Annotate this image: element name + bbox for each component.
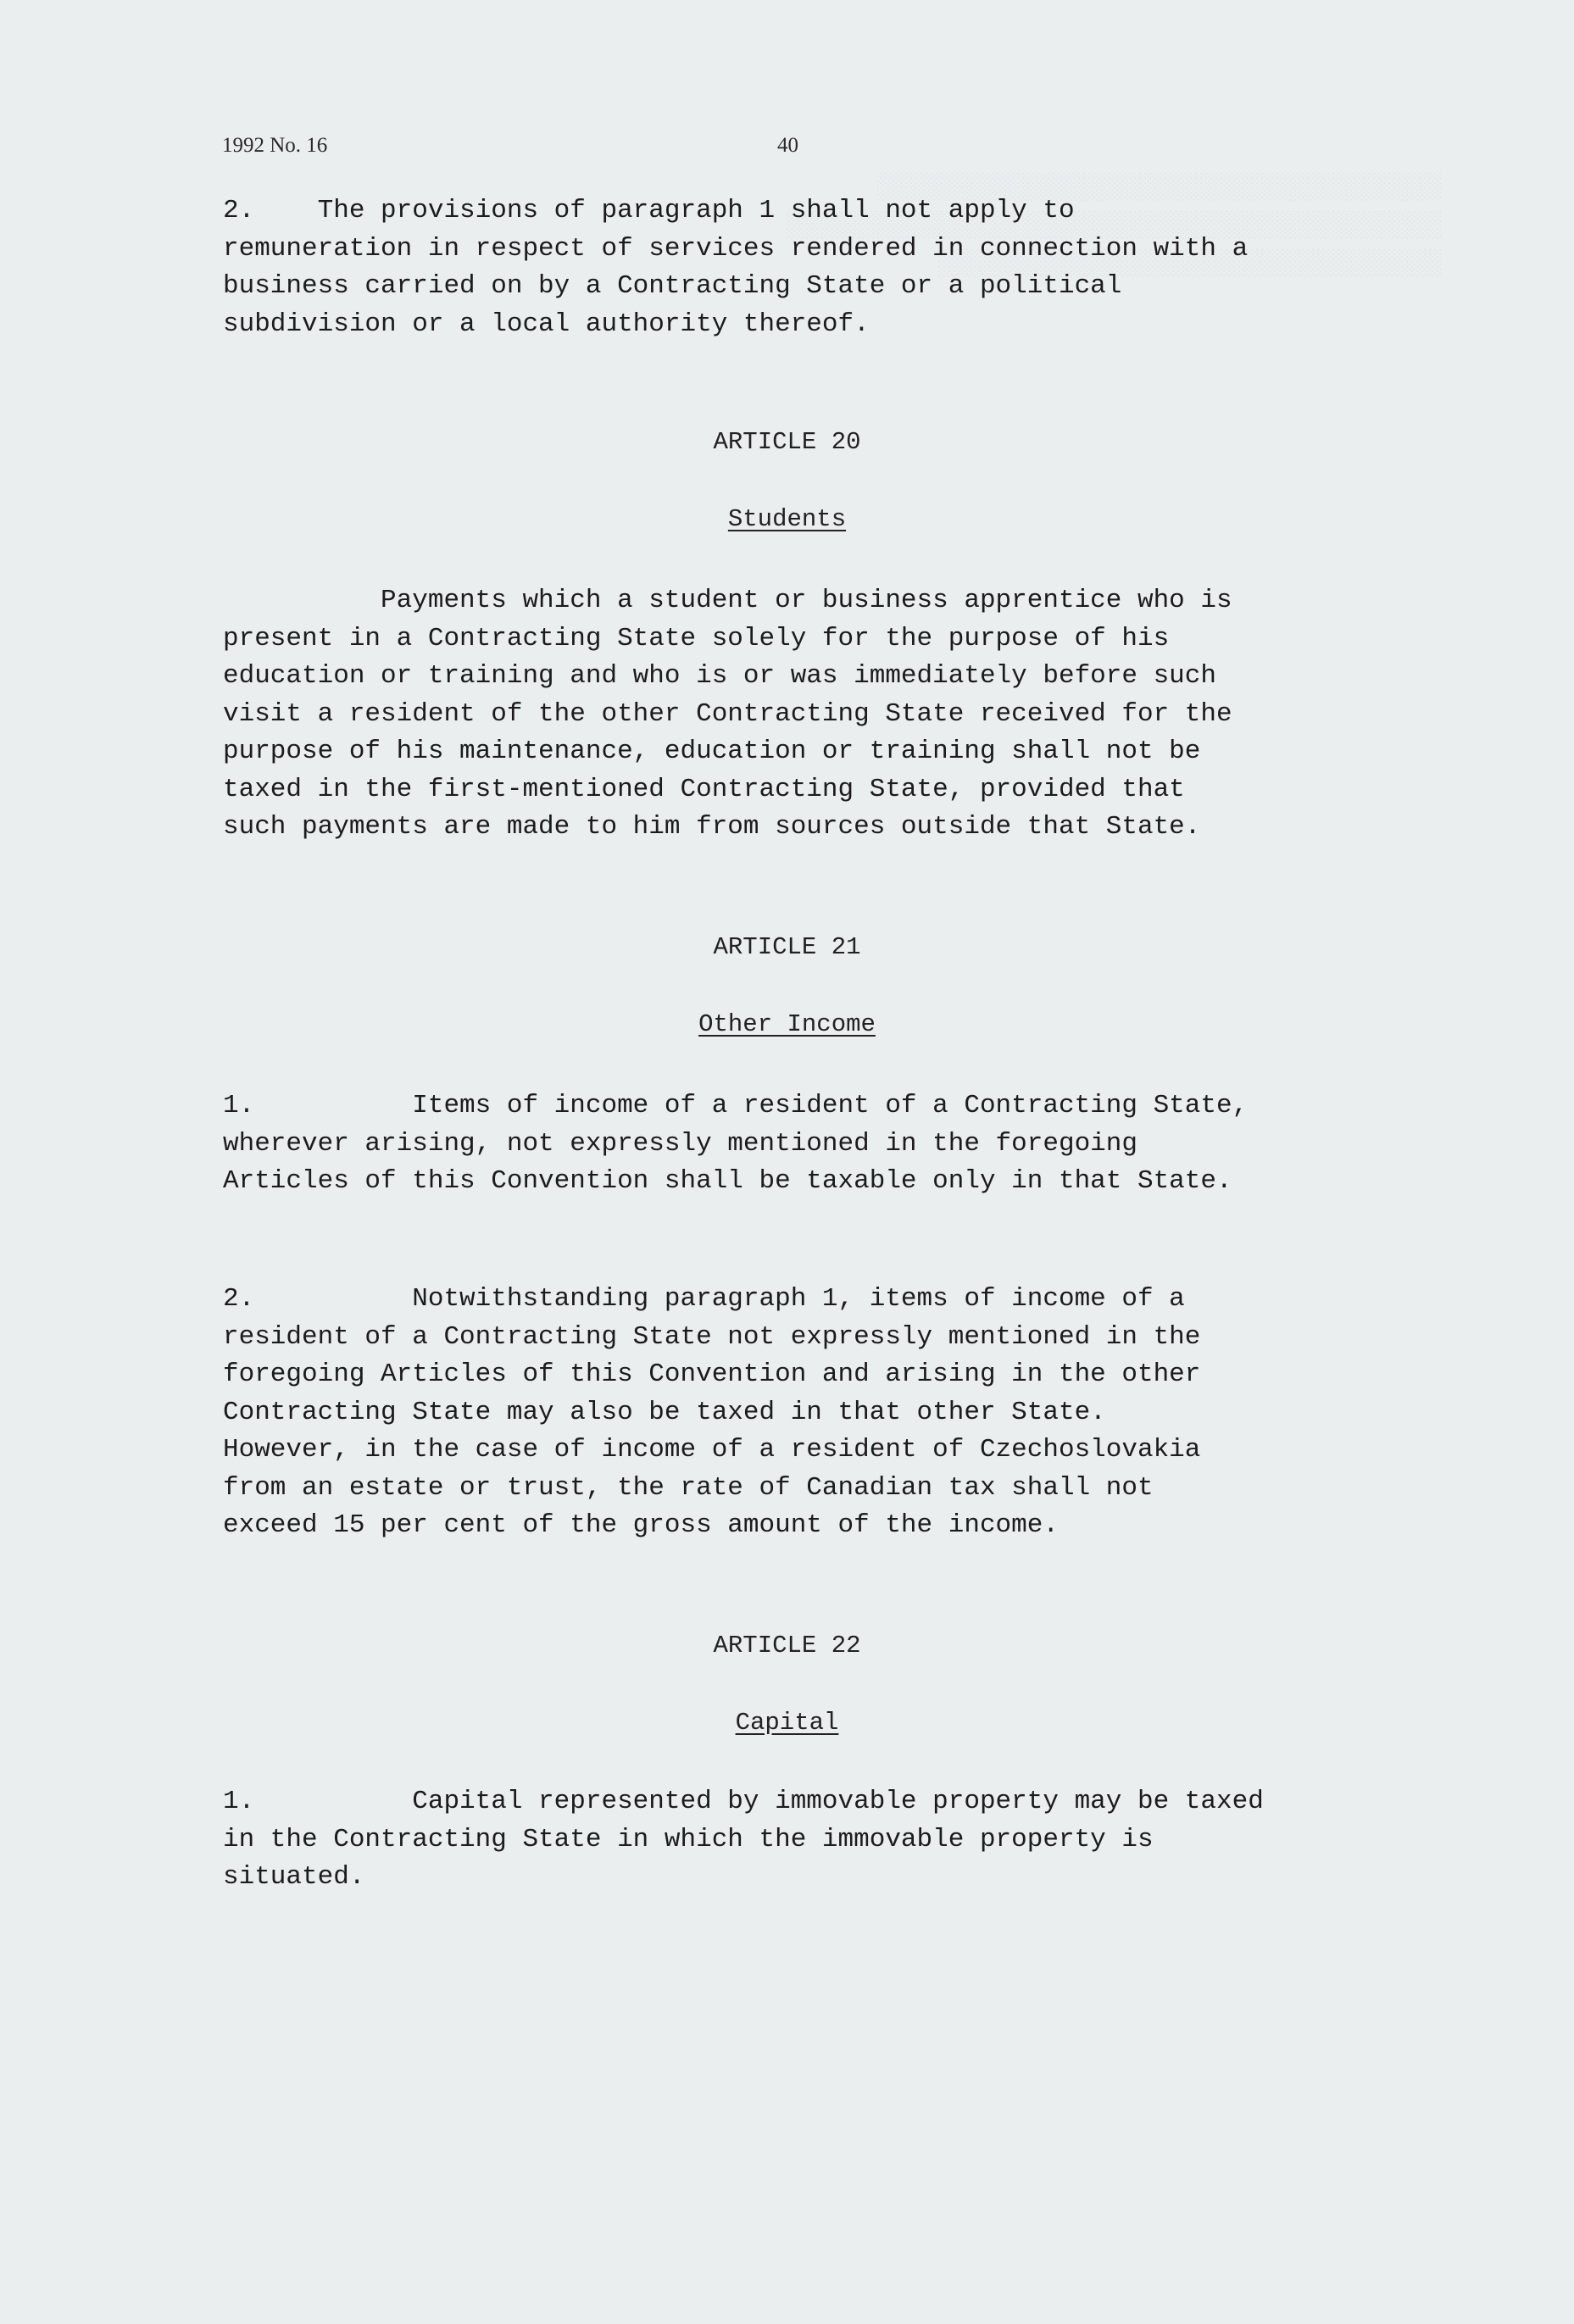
article-20-subtitle <box>0 505 1574 533</box>
article-22-paragraph-1: 1. Capital represented by immovable property may be taxed in the Contracting State in which the immovable property is situated. <box>223 1787 1264 1892</box>
article-20-body: Payments which a student or business apprentice who is present in a Contracting State solely for the purpose of his education or training and who is or was immediately before such visit a resident of the other Contracting State received for the purpose of his maintenance, education or training shall not be taxed in the first-mentioned Contracting State, provided that such payments are made to him from sources outside that State. <box>223 586 1232 842</box>
article-21-title: ARTICLE 21 <box>713 933 861 961</box>
article-20-subtitle-text: Students <box>727 505 847 533</box>
article-21-paragraph-1: 1. Items of income of a resident of a Contracting State, wherever arising, not expressly mentioned in the foregoing Articles of this Convention shall be taxable only in that State. <box>223 1091 1249 1196</box>
article-21-subtitle-text: Other Income <box>698 1010 876 1038</box>
article-21-subtitle <box>0 1010 1574 1038</box>
page-number: 40 <box>777 134 798 157</box>
paragraph-2-article-19: 2. The provisions of paragraph 1 shall not apply to remuneration in respect of services rendered in connection with a business carried on by a Contracting State or a political subdivision or a local authority thereof. <box>223 196 1249 339</box>
article-21-paragraph-2: 2. Notwithstanding paragraph 1, items of income of a resident of a Contracting State not expressly mentioned in the foregoing Articles of this Convention and arising in the other Contracting State may also be taxed in that other State. However, in the case of income of a resident of Czechoslovakia from an estate or trust, the rate of Canadian tax shall not exceed 15 per cent of the gross amount of the income. <box>223 1284 1201 1540</box>
article-22-subtitle <box>0 1709 1574 1737</box>
article-20-title: ARTICLE 20 <box>713 428 861 456</box>
article-22-subtitle-text: Capital <box>735 1709 839 1737</box>
article-22-title: ARTICLE 22 <box>713 1632 861 1660</box>
document-reference: 1992 No. 16 <box>222 134 328 157</box>
bleed-through-texture: ░░░░░░░░░░░░░░░░░░░░░░░░░░░░░░░░░░░░░ ░░░░░░░░░░░░░░░░░░░░░░░░░░░░░░░░░░░░░░░░░░░ ░░░░░░░░░░░░░░░░░░░░░░░░░░░░░░░░░ <box>784 174 1441 279</box>
